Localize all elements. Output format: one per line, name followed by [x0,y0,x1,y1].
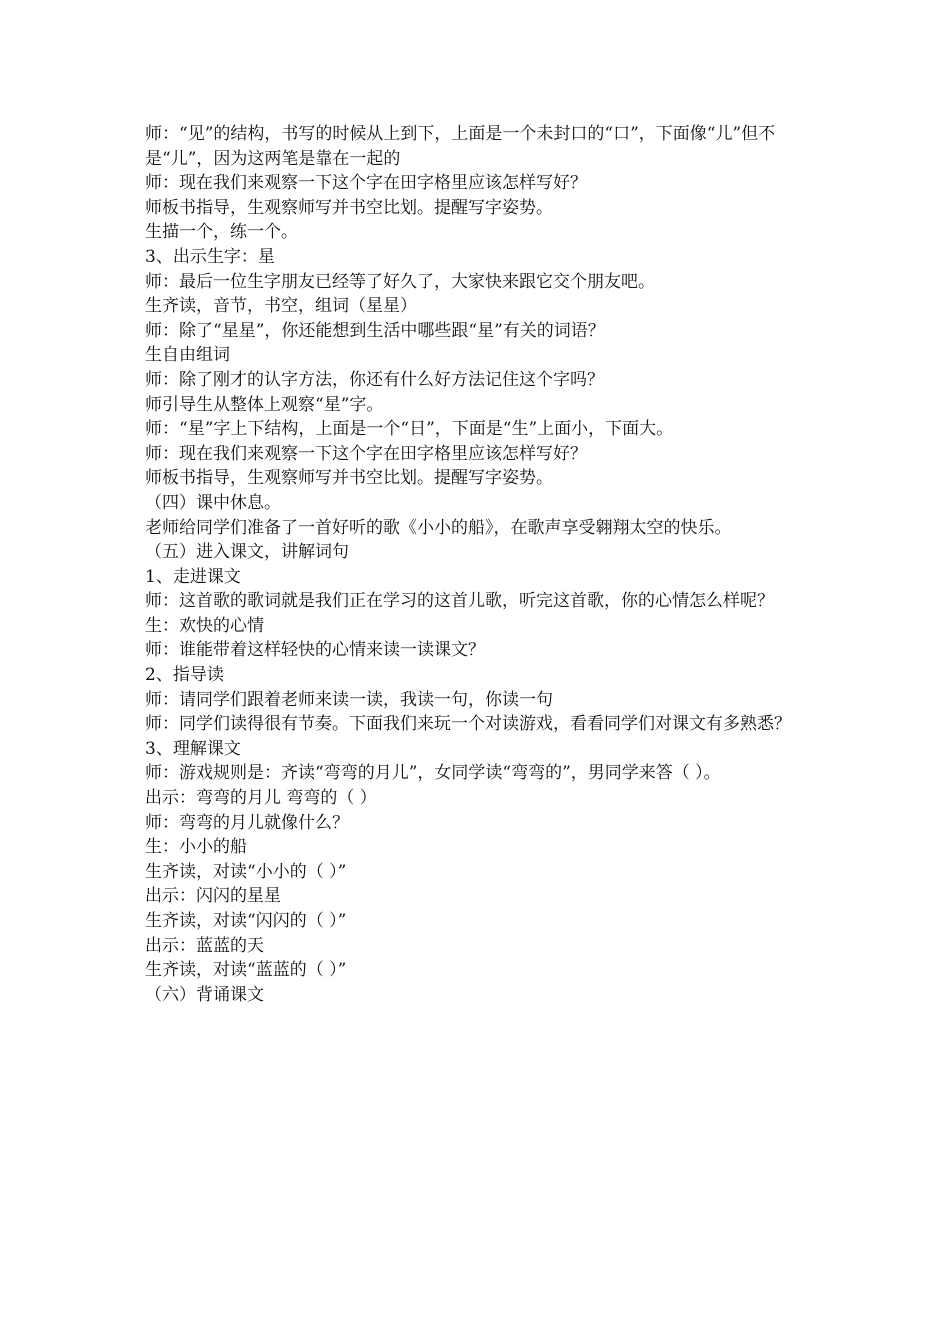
paragraph: 师：“见”的结构，书写的时候从上到下，上面是一个未封口的“口”，下面像“儿”但不是“儿”，因为这两笔是靠在一起的 [145,124,776,169]
paragraph: 师：“星”字上下结构，上面是一个“日”，下面是“生”上面小，下面大。 [145,419,674,440]
paragraph: 生：小小的船 [145,837,247,858]
paragraph: 生齐读，对读“闪闪的（ ）” [145,911,347,931]
paragraph: 生描一个，练一个。 [145,222,298,243]
paragraph: 师引导生从整体上观察“星”字。 [145,394,384,415]
paragraph: 出示：蓝蓝的天 [145,935,264,956]
paragraph: 师：请同学们跟着老师来读一读，我读一句，你读一句 [145,689,553,710]
paragraph: 师：现在我们来观察一下这个字在田字格里应该怎样写好？ [145,443,587,464]
paragraph: 师：同学们读得很有节奏。下面我们来玩一个对读游戏，看看同学们对课文有多熟悉？ [145,714,791,735]
paragraph: 师板书指导，生观察师写并书空比划。提醒写字姿势。 [145,468,553,489]
paragraph: 师：弯弯的月儿就像什么？ [145,812,349,833]
subsection-heading: 2、指导读 [145,665,224,686]
paragraph: 师：现在我们来观察一下这个字在田字格里应该怎样写好？ [145,173,587,194]
document-body [145,122,815,1007]
paragraph: 生齐读，音节，书空，组词（星星） [145,296,417,317]
paragraph: 师：谁能带着这样轻快的心情来读一读课文？ [145,640,485,661]
paragraph: 出示：闪闪的星星 [145,886,281,907]
paragraph: 生自由组词 [145,345,230,366]
paragraph: 出示：弯弯的月儿 弯弯的（ ） [145,788,377,809]
subsection-heading: 3、理解课文 [145,738,241,759]
paragraph: 生齐读，对读“蓝蓝的（ ）” [145,960,347,981]
section-heading: （四）课中休息。 [145,492,281,513]
section-heading: （五）进入课文，讲解词句 [145,542,349,563]
paragraph: 生齐读，对读“小小的（ ）” [145,861,347,882]
paragraph: 师板书指导，生观察师写并书空比划。提醒写字姿势。 [145,197,553,218]
section-heading: 3、出示生字：星 [145,246,275,267]
paragraph: 师：游戏规则是：齐读“弯弯的月儿”，女同学读“弯弯的”，男同学来答（ ）。 [145,763,721,784]
paragraph: 师：这首歌的歌词就是我们正在学习的这首儿歌，听完这首歌，你的心情怎么样呢？ [145,591,774,612]
paragraph: 师：除了刚才的认字方法，你还有什么好方法记住这个字吗？ [145,369,604,390]
section-heading: （六）背诵课文 [145,984,264,1005]
paragraph: 老师给同学们准备了一首好听的歌《小小的船》，在歌声享受翱翔太空的快乐。 [145,517,732,538]
paragraph: 师：最后一位生字朋友已经等了好久了，大家快来跟它交个朋友吧。 [145,271,655,292]
paragraph: 生：欢快的心情 [145,615,264,636]
subsection-heading: 1、走进课文 [145,566,241,587]
paragraph: 师：除了“星星”，你还能想到生活中哪些跟“星”有关的词语？ [145,320,605,341]
